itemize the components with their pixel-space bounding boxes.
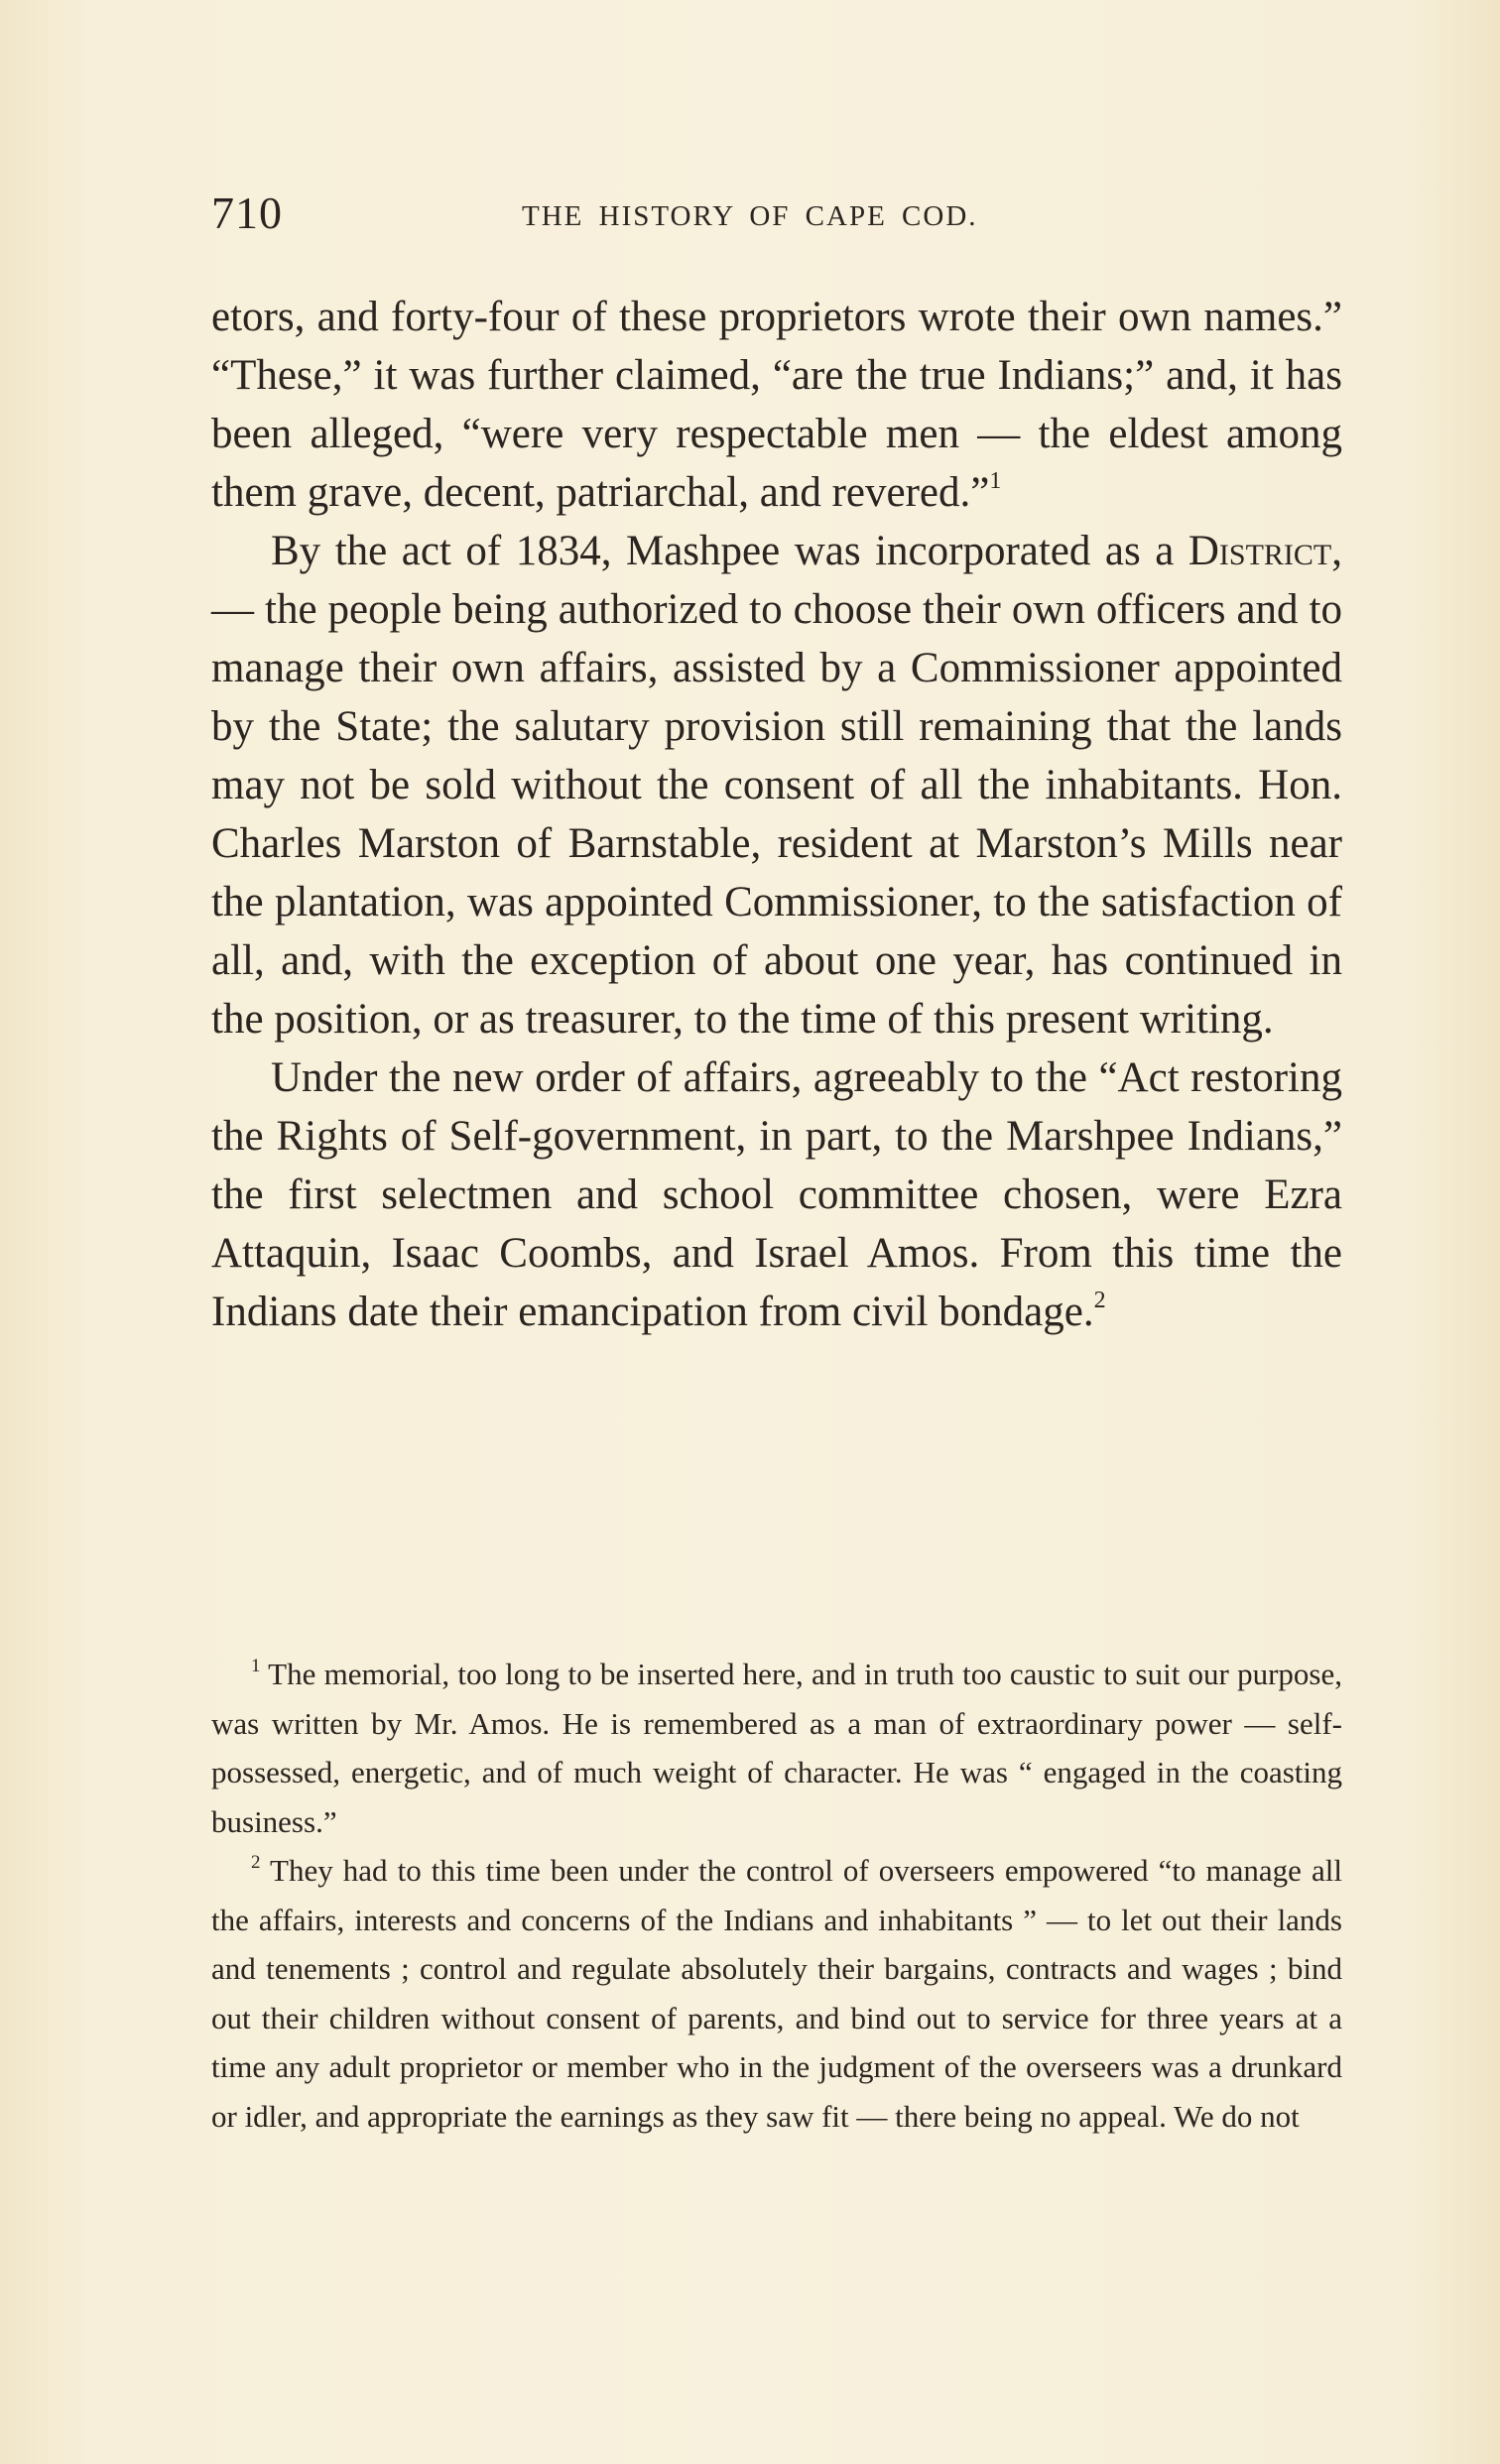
footnote-ref-1: 1: [989, 468, 1002, 494]
district-term: District,: [1188, 528, 1342, 574]
footnote-1: [211, 1650, 1342, 1846]
footnote-ref-2: 2: [1093, 1288, 1106, 1313]
running-head: THE HISTORY OF CAPE COD.: [522, 200, 978, 232]
footnote-2-text: They had to this time been under the control of overseers empowered “to manage all the affairs, interests and concerns of the Indians and inhabitants ” — to let out their lands and tenements ; control and regulate absolutely their bargains, contracts and wages ; bind out their children without consent of parents, and bind out to service for three years at a time any adult proprietor or member who in the judgment of the overseers was a drunkard or idler, and appropriate the earnings as they saw fit — there being no appeal. We do not: [211, 1853, 1342, 2134]
paragraph-2-start: By the act of 1834, Mashpee was incorporated as a: [271, 528, 1175, 574]
footnote-2: [211, 1846, 1342, 2141]
page-header: [211, 186, 1340, 246]
paragraph-2: [211, 522, 1342, 1048]
footnotes: [211, 1650, 1342, 2141]
page-number: 710: [211, 187, 283, 238]
paragraph-3: [211, 1048, 1342, 1341]
footnote-1-text: The memorial, too long to be inserted here, and in truth too caustic to suit our purpose, was written by Mr. Amos. He is remembered as a man of extraordinary power — self-possessed, energetic, and of much weight of character. He was “ engaged in the coasting business.”: [211, 1657, 1342, 1839]
footnote-2-mark: 2: [251, 1852, 261, 1873]
paragraph-2-rest: — the people being authorized to choose their own officers and to manage their own affairs, assisted by a Commissioner appointed by the State; the salutary provision still remaining that the lands may not be sold without the consent of all the inhabitants. Hon. Charles Marston of Barnstable, resident at Marston’s Mills near the plantation, was appointed Commissioner, to the satisfaction of all, and, with the exception of about one year, has continued in the position, or as treasurer, to the time of this present writing.: [211, 586, 1342, 1043]
paragraph-1: [211, 288, 1342, 522]
body-text: [211, 288, 1342, 1341]
footnote-1-mark: 1: [251, 1656, 261, 1676]
paragraph-3-text: Under the new order of affairs, agreeably to the “Act restoring the Rights of Self-government, in part, to the Marshpee Indians,” the first selectmen and school committee chosen, were Ezra Attaquin, Isaac Coombs, and Israel Amos. From this time the Indians date their emancipation from civil bondage.: [211, 1054, 1342, 1335]
paragraph-1-text: etors, and forty-four of these proprietors wrote their own names.” “These,” it was further claimed, “are the true Indians;” and, it has been alleged, “were very respectable men — the eldest among them grave, decent, patriarchal, and revered.”: [211, 294, 1342, 516]
